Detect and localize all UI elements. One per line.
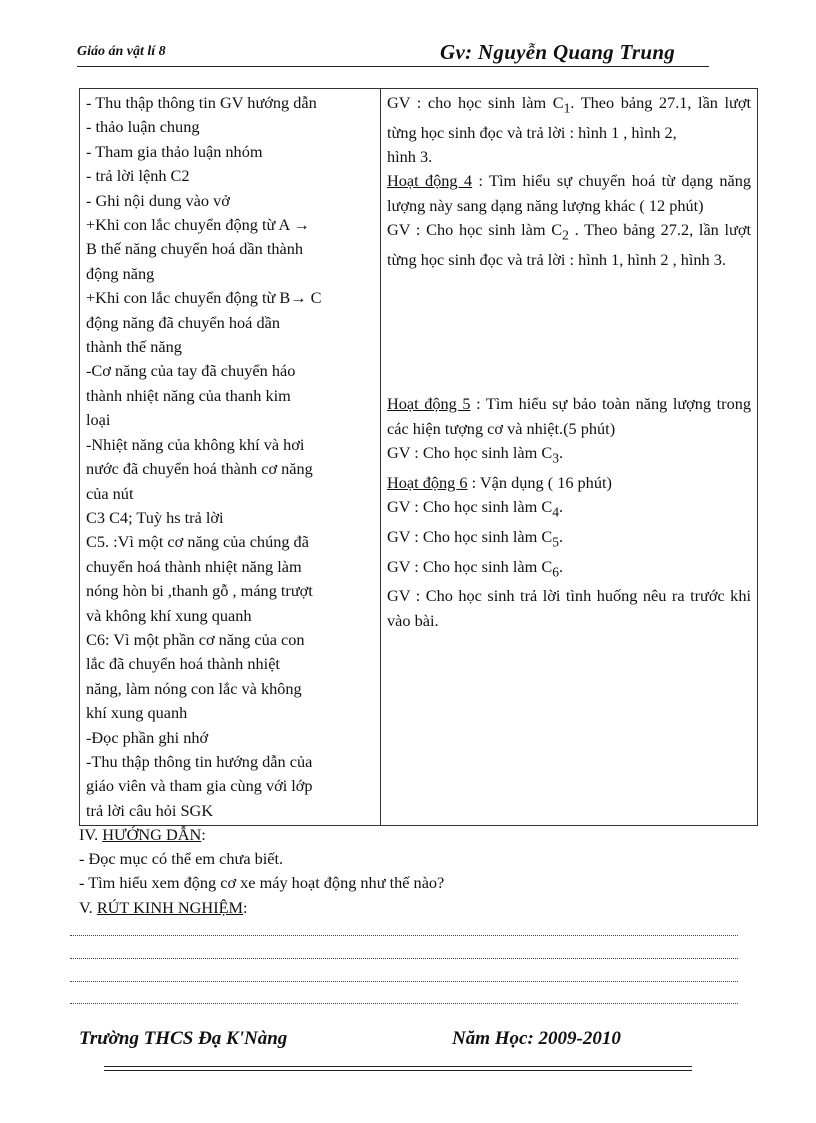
left-line: - Ghi nội dung vào vở xyxy=(86,190,230,210)
left-line: thành nhiệt năng của thanh kim xyxy=(86,385,291,405)
left-line: năng, làm nóng con lắc và không xyxy=(86,678,302,698)
gv-c2-paragraph: GV : Cho học sinh làm $C_2$ . Theo bảng 27.2, lần lượt từng học sinh đọc và trả lời : hình 1, hình 2 , hình 3. xyxy=(387,220,752,269)
gv-c3-line: GV : Cho học sinh làm $C_3$. xyxy=(387,443,564,466)
dotted-line xyxy=(70,981,738,982)
section-iv-title: HƯỚNG DẪN xyxy=(102,825,202,844)
dotted-line xyxy=(70,1003,738,1004)
left-line: khí xung quanh xyxy=(86,703,188,723)
activity-6-heading: Hoạt động 6 : Vận dụng ( 16 phút) xyxy=(387,472,612,492)
activity-5-heading: Hoạt động 5 : Tìm hiểu sự bảo toàn năng lượng trong các hiện tượng cơ và nhiệt.(5 phút) xyxy=(387,394,751,438)
left-line: C5. :Vì một cơ năng của chúng đã xyxy=(86,532,309,552)
spacer xyxy=(387,272,751,296)
section-v-title: RÚT KINH NGHIỆM xyxy=(96,898,244,917)
left-line: - Thu thập thông tin GV hướng dẫn xyxy=(86,93,317,112)
student-activity-cell xyxy=(80,89,381,826)
gv-c1-paragraph: GV : cho học sinh làm $C_1$. Theo bảng 27.1, lần lượt từng học sinh đọc và trả lời : hình 1 , hình 2, xyxy=(387,93,751,142)
left-line: -Đọc phần ghi nhớ xyxy=(86,727,209,747)
left-line: nóng hòn bi ,thanh gỗ , máng trượt xyxy=(86,581,313,601)
dotted-line xyxy=(70,958,738,959)
left-line: C6: Vì một phần cơ năng của con xyxy=(86,629,305,649)
left-line: B thế năng chuyển hoá dần thành xyxy=(86,239,304,259)
teacher-activity-cell xyxy=(381,89,758,826)
footer-year: Năm Học: 2009-2010 xyxy=(452,1028,621,1049)
left-line: nước đã chuyển hoá thành cơ năng xyxy=(86,459,313,479)
header-rule xyxy=(77,66,709,67)
left-line: động năng đã chuyển hoá dần xyxy=(86,312,280,332)
spacer xyxy=(387,296,751,320)
gv-c4-line: GV : Cho học sinh làm $C_4$. xyxy=(387,497,564,520)
left-line: loại xyxy=(86,410,111,430)
left-line: - Tham gia thảo luận nhóm xyxy=(86,141,263,161)
section-v-heading: V. RÚT KINH NGHIỆM: xyxy=(79,898,248,917)
activity-4-label: Hoạt động 4 xyxy=(387,171,473,191)
header-subject: Giáo án vật lí 8 xyxy=(77,44,166,59)
activity-6-label: Hoạt động 6 xyxy=(387,472,468,492)
spacer xyxy=(387,344,751,368)
activity-5-label: Hoạt động 5 xyxy=(387,394,471,414)
guide-item: - Đọc mục có thể em chưa biết. xyxy=(79,849,284,868)
left-line: giáo viên và tham gia cùng với lớp xyxy=(86,776,313,796)
left-line: - thảo luận chung xyxy=(86,117,200,137)
section-iv-heading: IV. HƯỚNG DẪN: xyxy=(79,825,206,844)
left-line: +Khi con lắc chuyển động từ B→ C xyxy=(86,288,322,308)
left-line: động năng xyxy=(86,263,155,283)
gv-c5-line: GV : Cho học sinh làm $C_5$. xyxy=(387,526,564,550)
left-line: chuyển hoá thành nhiệt năng làm xyxy=(86,556,302,576)
left-line: của nút xyxy=(86,483,134,503)
left-line: C3 C4; Tuỳ hs trả lời xyxy=(86,507,224,527)
footer-rule xyxy=(104,1066,692,1067)
header-teacher: Gv: Nguyễn Quang Trung xyxy=(440,40,676,64)
left-line: trả lời câu hỏi SGK xyxy=(86,800,214,820)
left-line: và không khí xung quanh xyxy=(86,605,252,625)
left-line: -Cơ năng của tay đã chuyển háo xyxy=(86,361,296,381)
left-line: thành thế năng xyxy=(86,337,182,357)
gv-c6-line: GV : Cho học sinh làm $C_6$. xyxy=(387,556,564,579)
left-line: +Khi con lắc chuyển động từ A → xyxy=(86,215,310,235)
spacer xyxy=(387,320,751,344)
spacer xyxy=(387,368,751,392)
footer-school: Trường THCS Đạ K'Nàng xyxy=(79,1028,288,1049)
footer-rule xyxy=(104,1070,692,1071)
left-line: - trả lời lệnh C2 xyxy=(86,166,190,186)
lesson-table xyxy=(79,88,758,826)
left-line: -Nhiệt năng của không khí và hơi xyxy=(86,434,305,454)
guide-item: - Tìm hiểu xem động cơ xe máy hoạt động như thế nào? xyxy=(79,873,445,892)
left-line: lắc đã chuyển hoá thành nhiệt xyxy=(86,654,280,674)
left-line: -Thu thập thông tin hướng dẫn của xyxy=(86,751,313,771)
activity-4-heading: Hoạt động 4 : Tìm hiểu sự chuyển hoá từ dạng năng lượng này sang dạng năng lượng khác ( 12 phút) xyxy=(387,171,752,215)
gv-c1-continuation: hình 3. xyxy=(387,147,433,167)
gv-situation-paragraph: GV : Cho học sinh trả lời tình huống nêu ra trước khi vào bài. xyxy=(387,586,751,630)
dotted-line xyxy=(70,935,738,936)
